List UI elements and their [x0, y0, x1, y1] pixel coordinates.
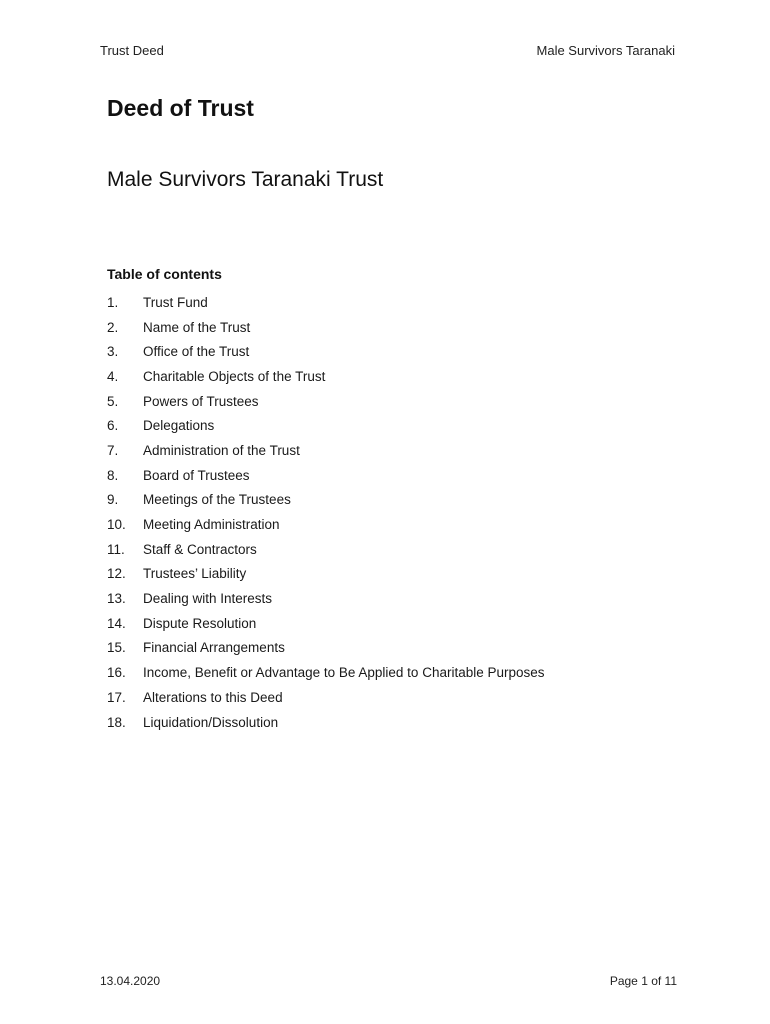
toc-item-number: 17. — [107, 689, 126, 705]
toc-item-number: 7. — [107, 442, 119, 458]
toc-item — [107, 290, 667, 315]
toc-item-title: Board of Trustees — [143, 467, 250, 483]
toc-item — [107, 463, 667, 488]
toc-item-number: 6. — [107, 418, 119, 434]
running-footer — [100, 974, 677, 988]
toc-item-title: Meetings of the Trustees — [143, 492, 291, 508]
document-title: Deed of Trust — [107, 95, 254, 121]
toc-item-title: Dealing with Interests — [143, 591, 273, 607]
toc-item — [107, 488, 667, 513]
toc-item-number: 3. — [107, 344, 119, 360]
toc-item-title: Administration of the Trust — [143, 442, 300, 458]
toc-list — [107, 290, 667, 734]
toc-item-number: 14. — [107, 615, 126, 631]
toc-item-number: 5. — [107, 393, 119, 409]
toc-item-number: 11. — [107, 541, 125, 557]
toc-item-title: Charitable Objects of the Trust — [143, 368, 326, 384]
footer-date: 13.04.2020 — [100, 974, 161, 988]
toc-item-title: Delegations — [143, 418, 215, 434]
toc-item — [107, 636, 667, 661]
toc-item — [107, 562, 667, 587]
toc-item — [107, 586, 667, 611]
toc-item-title: Liquidation/Dissolution — [143, 714, 279, 730]
toc-item — [107, 660, 667, 685]
toc-item — [107, 512, 667, 537]
toc-item-number: 12. — [107, 566, 126, 582]
toc-item-title: Name of the Trust — [143, 319, 251, 335]
toc-item — [107, 413, 667, 438]
toc-item-title: Office of the Trust — [143, 344, 250, 360]
toc-item-number: 8. — [107, 467, 119, 483]
toc-item-title: Financial Arrangements — [143, 640, 285, 656]
toc-item — [107, 364, 667, 389]
toc-item-title: Staff & Contractors — [143, 541, 257, 557]
page-number: Page 1 of 11 — [609, 974, 677, 988]
toc-item-title: Trustees’ Liability — [143, 566, 247, 582]
toc-item — [107, 537, 667, 562]
toc-item-title: Meeting Administration — [143, 517, 280, 533]
header-left-text: Trust Deed — [100, 43, 164, 58]
toc-item-number: 4. — [107, 368, 119, 384]
toc-item-number: 16. — [107, 665, 126, 681]
toc-item — [107, 339, 667, 364]
toc-item — [107, 710, 667, 735]
toc-item — [107, 611, 667, 636]
table-of-contents — [107, 266, 667, 734]
toc-item — [107, 315, 667, 340]
toc-item-title: Dispute Resolution — [143, 615, 257, 631]
toc-item-title: Income, Benefit or Advantage to Be Applied to Charitable Purposes — [143, 665, 545, 681]
toc-heading: Table of contents — [107, 266, 222, 282]
toc-item-number: 13. — [107, 591, 126, 607]
header-right-text: Male Survivors Taranaki — [536, 43, 675, 58]
running-header — [100, 43, 675, 58]
document-subtitle: Male Survivors Taranaki Trust — [107, 168, 384, 191]
toc-item-number: 9. — [107, 492, 119, 508]
toc-item-number: 10. — [107, 517, 126, 533]
toc-item-number: 15. — [107, 640, 126, 656]
toc-item-number: 18. — [107, 714, 126, 730]
toc-item-title: Alterations to this Deed — [143, 689, 283, 705]
toc-item-title: Trust Fund — [143, 294, 208, 310]
toc-item-title: Powers of Trustees — [143, 393, 259, 409]
toc-item-number: 2. — [107, 319, 119, 335]
toc-item-number: 1. — [107, 294, 119, 310]
toc-item — [107, 389, 667, 414]
toc-item — [107, 685, 667, 710]
toc-item — [107, 438, 667, 463]
